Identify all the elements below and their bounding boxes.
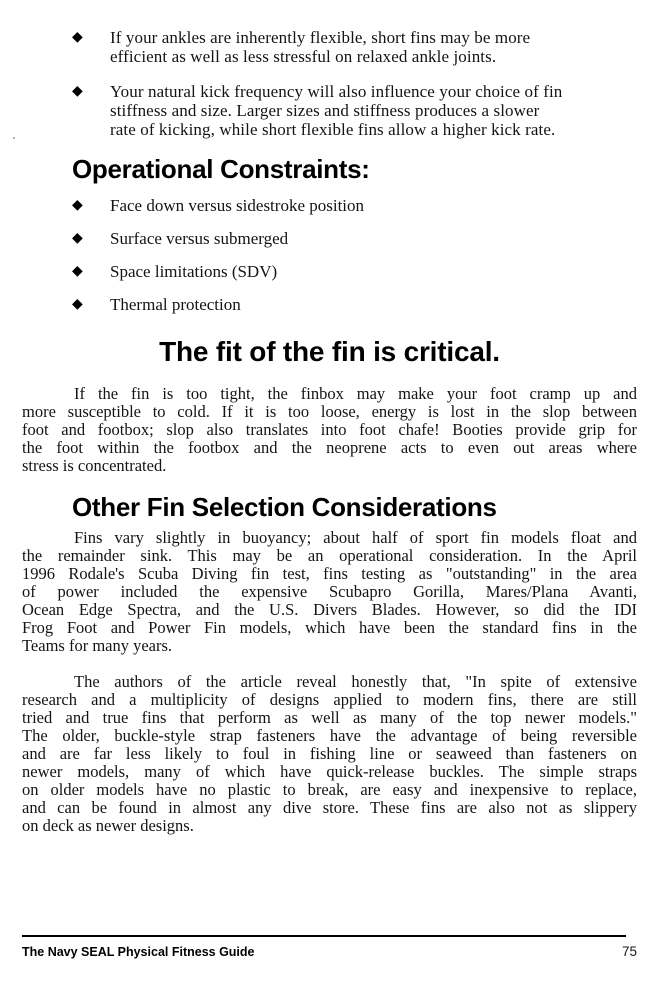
- diamond-bullet-icon: ◆: [72, 83, 83, 99]
- list-item: [22, 262, 637, 281]
- page-content: [22, 0, 637, 835]
- diamond-bullet-icon: ◆: [72, 296, 83, 312]
- scan-artifact-speck: [13, 137, 15, 139]
- buoyancy-paragraph: Fins vary slightly in buoyancy; about half of sport fin models float and the remainder sink. This may be an operational consideration. In the April 1996 Rodale's Scuba Diving fin test, fins testing as "outstanding" in the area of power included the expensive Scubapro Gorilla, Mares/Plana Avanti, Ocean Edge Spectra, and the U.S. Divers Blades. However, so did the IDI Frog Foot and Power Fin models, which have been the standard fins in the Teams for many years.: [22, 528, 637, 655]
- constraints-bullet-list: [22, 196, 637, 314]
- page-footer: [22, 944, 637, 959]
- fit-paragraph: If the fin is too tight, the finbox may make your foot cramp up and more susceptible to cold. If it is too loose, energy is lost in the slop between foot and footbox; slop also translates into foot chafe! Booties provide grip for the foot within the footbox and the neoprene acts to even out areas where stress is concentrated.: [22, 384, 637, 475]
- strap-fasteners-paragraph: The authors of the article reveal honestly that, "In spite of extensive research and a multiplicity of designs applied to modern fins, there are still tried and true fins that perform as well as many of the top newer models." The older, buckle-style strap fasteners have the advantage of being reversible and are far less likely to foul in fishing line or seaweed than fasteners on newer models, many of which have quick-release buckles. The simple straps on older models have no plastic to break, are easy and inexpensive to replace, and can be found in almost any dive store. These fins are also not as slippery on deck as newer designs.: [22, 672, 637, 835]
- bullet-text: Face down versus sidestroke position: [110, 196, 365, 215]
- bullet-text: Thermal protection: [110, 295, 241, 314]
- diamond-bullet-icon: ◆: [72, 230, 83, 246]
- list-item: [22, 229, 637, 248]
- operational-constraints-heading: Operational Constraints:: [72, 154, 370, 184]
- diamond-bullet-icon: ◆: [72, 197, 83, 213]
- bullet-text: Space limitations (SDV): [110, 262, 278, 281]
- list-item: [22, 196, 637, 215]
- bullet-text: Your natural kick frequency will also influence your choice of fin stiffness and size. Larger sizes and stiffness produces a slower rate of kicking, while short flexible fins allow a higher kick rate.: [110, 82, 563, 139]
- page-number: 75: [621, 944, 637, 959]
- footer-divider-rule: [22, 935, 626, 937]
- list-item: [22, 28, 637, 66]
- other-fin-considerations-heading: Other Fin Selection Considerations: [72, 492, 497, 522]
- diamond-bullet-icon: ◆: [72, 29, 83, 45]
- book-title: The Navy SEAL Physical Fitness Guide: [22, 945, 255, 959]
- bullet-text: If your ankles are inherently flexible, short fins may be more efficient as well as less stressful on relaxed ankle joints.: [110, 28, 531, 66]
- bullet-text: Surface versus submerged: [110, 229, 289, 248]
- diamond-bullet-icon: ◆: [72, 263, 83, 279]
- fit-critical-heading: The fit of the fin is critical.: [159, 336, 500, 367]
- intro-bullet-list: [22, 28, 637, 139]
- list-item: [22, 295, 637, 314]
- list-item: [22, 82, 637, 139]
